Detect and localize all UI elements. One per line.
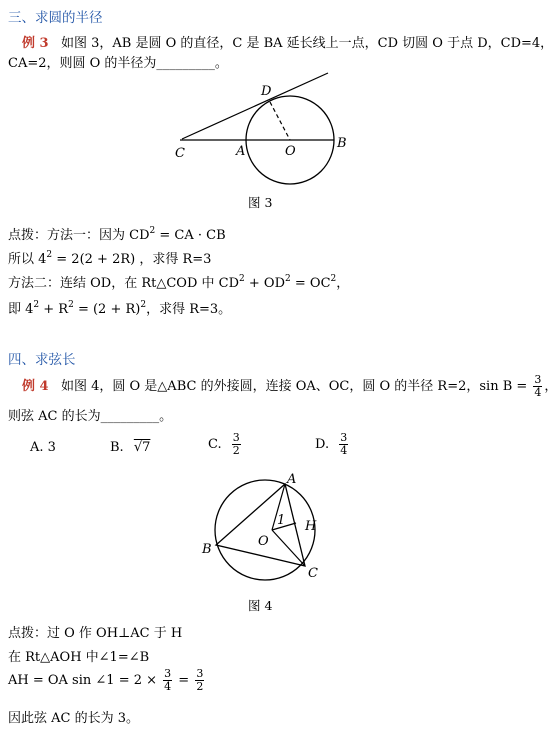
hint-fraction-1: $\frac{3}{4}$ bbox=[164, 667, 172, 693]
figure-4-label-h: H bbox=[305, 519, 317, 534]
hint-fraction-2: $\frac{3}{2}$ bbox=[196, 667, 204, 693]
figure-4-label-c: C bbox=[308, 566, 318, 581]
example-3-hint-line-4: 即 $4^2 + R^2 = (2 + R)^2$，求得 R=3。 bbox=[8, 300, 232, 317]
example-3-label: 例 3 bbox=[22, 36, 49, 51]
figure-3-diagram bbox=[170, 66, 360, 166]
figure-4-caption: 图 4 bbox=[248, 598, 273, 613]
figure-3-tangent-line bbox=[182, 73, 328, 139]
example-3-hint-line-3: 方法二：连结 OD，在 Rt△COD 中 $CD^2 + OD^2 = OC^2$， bbox=[8, 274, 350, 291]
example-4-hint-line-2: 在 Rt△AOH 中∠1=∠B bbox=[8, 650, 150, 665]
section-4-heading: 四、求弦长 bbox=[8, 352, 76, 368]
sinb-fraction: $\frac{3}{4}$ bbox=[534, 373, 542, 399]
figure-4-label-b: B bbox=[202, 542, 212, 557]
choice-d: D. $\frac{3}{4}$ bbox=[315, 431, 348, 457]
figure-3-label-a: A bbox=[236, 144, 246, 159]
example-3-problem-line-1 bbox=[22, 32, 553, 51]
figure-3-label-b: B bbox=[337, 136, 347, 151]
example-4-problem-line-2: 则弦 AC 的长为_________。 bbox=[8, 409, 173, 424]
example-3-hint-line-2: 所以 $4^2 = 2(2 + 2R)$ ，求得 R=3 bbox=[8, 250, 212, 267]
example-3-text-1: 如图 3，AB 是圆 O 的直径，C 是 BA 延长线上一点，CD 切圆 O 于点 D，CD=4， bbox=[60, 36, 554, 51]
figure-4-diagram bbox=[195, 470, 335, 588]
example-4-hint-line-1: 点拨：过 O 作 OH⊥AC 于 H bbox=[8, 626, 183, 641]
choice-b-value: √7 bbox=[133, 440, 151, 455]
figure-3-radius-od bbox=[270, 102, 290, 140]
figure-3-label-d: D bbox=[261, 84, 272, 99]
figure-4-label-a: A bbox=[287, 472, 297, 487]
figure-3-caption: 图 3 bbox=[248, 195, 273, 210]
example-4-hint-line-4: 因此弦 AC 的长为 3。 bbox=[8, 711, 140, 726]
choice-d-fraction: $\frac{3}{4}$ bbox=[340, 431, 348, 457]
section-3-heading: 三、求圆的半径 bbox=[8, 10, 103, 26]
figure-3-label-o: O bbox=[285, 144, 296, 159]
choice-c-fraction: $\frac{3}{2}$ bbox=[232, 431, 240, 457]
figure-4-triangle-abc bbox=[216, 484, 305, 566]
example-4-problem-line-1: 例 4 如图 4，圆 O 是△ABC 的外接圆，连接 OA、OC，圆 O 的半径 R=2，sin B = $\frac{3}{4}$ ， bbox=[22, 373, 557, 399]
example-4-hint-line-3: AH = OA sin ∠1 = 2 × $\frac{3}{4}$ = $\frac{3}{2}$ bbox=[8, 667, 204, 693]
figure-3-label-c: C bbox=[175, 146, 185, 161]
choice-b: B. √7 bbox=[110, 440, 151, 455]
choice-a: A. 3 bbox=[30, 440, 56, 455]
example-4-text-1: 如图 4，圆 O 是△ABC 的外接圆，连接 OA、OC，圆 O 的半径 R=2，sin B = bbox=[60, 379, 528, 394]
figure-4-label-angle-1: 1 bbox=[277, 513, 286, 528]
figure-4-label-o: O bbox=[258, 534, 269, 549]
example-3-problem-line-2: CA=2，则圆 O 的半径为_________。 bbox=[8, 56, 228, 71]
choice-c: C. $\frac{3}{2}$ bbox=[208, 431, 240, 457]
example-3-hint-line-1: 点拨：方法一：因为 $CD^2$ = CA · CB bbox=[8, 226, 226, 243]
example-4-label: 例 4 bbox=[22, 379, 49, 394]
